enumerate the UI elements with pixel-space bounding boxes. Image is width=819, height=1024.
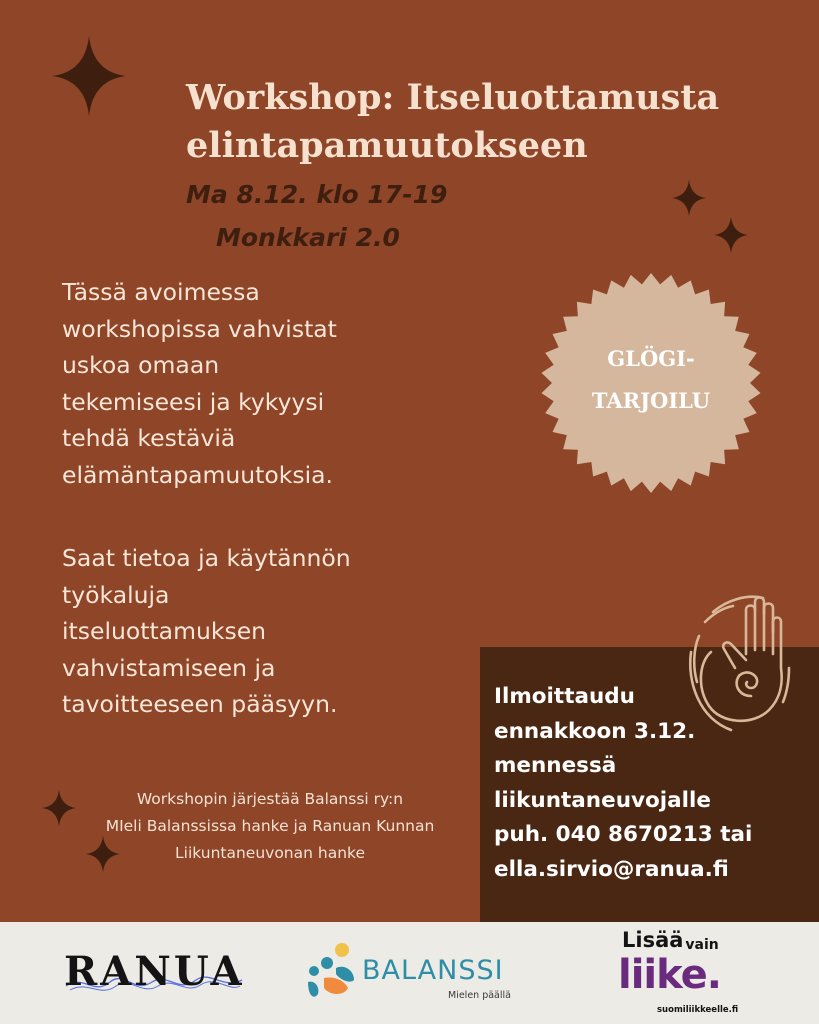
ranua-logo bbox=[64, 946, 244, 998]
balanssi-wordmark: BALANSSI bbox=[362, 955, 504, 986]
paragraph-line: tehdä kestäviä bbox=[62, 424, 236, 452]
organizer-line: MIeli Balanssissa hanke ja Ranuan Kunnan bbox=[105, 817, 435, 835]
liike-wordmark: liike. bbox=[618, 952, 721, 998]
liike-vain: vain bbox=[685, 937, 719, 953]
sparkle-star-icon bbox=[714, 217, 748, 253]
registration-line: liikuntaneuvojalle bbox=[494, 787, 711, 813]
registration-email[interactable]: ella.sirvio@ranua.fi bbox=[494, 856, 729, 882]
title-line: Workshop: Itseluottamusta bbox=[186, 77, 720, 118]
paragraph-line: itseluottamuksen bbox=[62, 617, 267, 645]
workshop-title bbox=[186, 74, 806, 170]
registration-phone: puh. 040 8670213 tai bbox=[494, 822, 753, 847]
intro-paragraph bbox=[62, 274, 442, 493]
liike-prefix: Lisää bbox=[622, 928, 684, 952]
title-line: elintapamuutokseen bbox=[186, 125, 588, 166]
registration-line: mennessä bbox=[494, 753, 617, 778]
balanssi-tagline: Mielen päällä bbox=[448, 990, 511, 1001]
paragraph-line: Saat tietoa ja käytännön bbox=[62, 544, 351, 572]
paragraph-line: elämäntapamuutoksia. bbox=[62, 460, 334, 489]
registration-line: Ilmoittaudu bbox=[494, 684, 635, 709]
organizer-line: Workshopin järjestää Balanssi ry:n bbox=[136, 790, 404, 808]
event-place: Monkkari 2.0 bbox=[216, 223, 400, 252]
badge-line: TARJOILU bbox=[591, 388, 711, 413]
balanssi-people-icon bbox=[306, 940, 358, 1004]
badge-line: GLÖGI- bbox=[607, 346, 695, 371]
ranua-wordmark: RANUA bbox=[64, 948, 245, 995]
registration-info bbox=[494, 680, 752, 887]
liike-tagline bbox=[622, 928, 719, 952]
organizer-line: Liikuntaneuvonan hanke bbox=[175, 844, 365, 862]
paragraph-line: tavoitteeseen pääsyyn. bbox=[62, 690, 338, 718]
info-paragraph bbox=[62, 540, 442, 723]
paragraph-line: workshopissa vahvistat bbox=[62, 314, 337, 343]
organizer-info bbox=[60, 786, 480, 867]
paragraph-line: uskoa omaan bbox=[62, 351, 220, 379]
registration-line: ennakkoon 3.12. bbox=[494, 718, 696, 744]
paragraph-line: vahvistamiseen ja bbox=[62, 653, 276, 682]
sparkle-star-icon bbox=[52, 36, 126, 116]
event-date: Ma 8.12. klo 17-19 bbox=[186, 180, 448, 209]
liike-url[interactable]: suomiliikkeelle.fi bbox=[657, 1005, 739, 1015]
paragraph-line: tekemiseesi ja kykyysi bbox=[62, 387, 325, 416]
paragraph-line: Tässä avoimessa bbox=[62, 278, 260, 306]
sparkle-star-icon bbox=[672, 180, 706, 216]
badge-text bbox=[540, 338, 762, 422]
paragraph-line: työkaluja bbox=[62, 580, 170, 609]
